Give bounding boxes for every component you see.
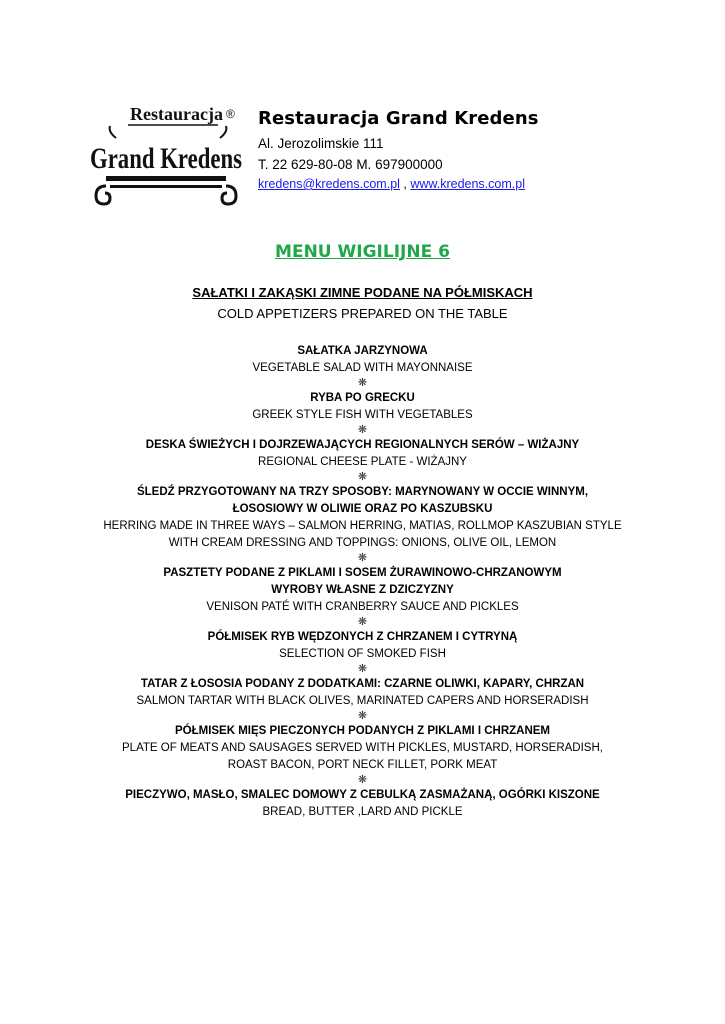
menu-item-name-en: PLATE OF MEATS AND SAUSAGES SERVED WITH PICKLES, MUSTARD, HORSERADISH, [122,742,603,754]
menu-item-name-en: HERRING MADE IN THREE WAYS – SALMON HERRING, MATIAS, ROLLMOP KASZUBIAN STYLE [103,520,622,532]
contact-block [258,108,539,191]
separator-icon: ❋ [357,377,368,389]
menu-item-name-pl: TATAR Z ŁOSOSIA PODANY Z DODATKAMI: CZARNE OLIWKI, KAPARY, CHRZAN [140,678,585,690]
separator-icon: ❋ [357,471,368,483]
section-title: SAŁATKI I ZAKĄSKI ZIMNE PODANE NA PÓŁMISKACH [192,285,533,300]
menu-item [0,437,725,471]
email-link[interactable]: kredens@kredens.com.pl [258,177,400,191]
menu-item [0,390,725,424]
menu-item-name-pl: SAŁATKA JARZYNOWA [297,345,428,357]
menu-item-name-en: GREEK STYLE FISH WITH VEGETABLES [252,409,473,421]
menu-items-list [0,343,725,821]
menu-item-name-en: REGIONAL CHEESE PLATE - WIŻAJNY [258,456,467,468]
separator-icon: ❋ [357,424,368,436]
menu-title: MENU WIGILIJNE 6 [275,242,450,262]
menu-item-name-en: SALMON TARTAR WITH BLACK OLIVES, MARINATED CAPERS AND HORSERADISH [136,695,589,707]
contact-links [258,177,539,191]
menu-item-name-pl: RYBA PO GRECKU [310,392,415,404]
menu-item-name-en: VEGETABLE SALAD WITH MAYONNAISE [252,362,473,374]
menu-item [0,676,725,710]
restaurant-address: Al. Jerozolimskie 111 [258,136,384,151]
separator-icon: ❋ [357,774,368,786]
menu-item-name-en: WITH CREAM DRESSING AND TOPPINGS: ONIONS, OLIVE OIL, LEMON [168,537,557,549]
menu-item-name-pl: DESKA ŚWIEŻYCH I DOJRZEWAJĄCYCH REGIONALNYCH SERÓW – WIŻAJNY [145,439,580,451]
section-subtitle: COLD APPETIZERS PREPARED ON THE TABLE [217,306,508,321]
website-link[interactable]: www.kredens.com.pl [410,177,525,191]
separator-icon: ❋ [357,552,368,564]
menu-item [0,484,725,552]
logo-reg-mark: ® [226,107,235,121]
restaurant-name: Restauracja Grand Kredens [258,108,539,129]
menu-item [0,629,725,663]
menu-item-name-en: ROAST BACON, PORT NECK FILLET, PORK MEAT [227,759,498,771]
menu-item-name-en: SELECTION OF SMOKED FISH [279,648,446,660]
menu-item-name-en: BREAD, BUTTER ,LARD AND PICKLE [262,806,463,818]
link-separator: , [399,177,411,191]
menu-item-name-pl: PÓŁMISEK MIĘS PIECZONYCH PODANYCH Z PIKLAMI I CHRZANEM [174,725,551,737]
menu-item-name-pl: PASZTETY PODANE Z PIKLAMI I SOSEM ŻURAWINOWO-CHRZANOWYM [163,567,562,579]
restaurant-header [88,100,688,210]
separator-icon: ❋ [357,710,368,722]
restaurant-phone: T. 22 629-80-08 M. 697900000 [258,157,443,172]
menu-item [0,723,725,774]
menu-item [0,343,725,377]
menu-item [0,565,725,616]
menu-item-name-pl: ŚLEDŹ PRZYGOTOWANY NA TRZY SPOSOBY: MARYNOWANY W OCCIE WINNYM, [136,486,589,498]
menu-item-name-pl: WYROBY WŁASNE Z DZICZYZNY [271,584,454,596]
menu-item-name-pl: ŁOSOSIOWY W OLIWIE ORAZ PO KASZUBSKU [232,503,493,515]
menu-item-name-pl: PÓŁMISEK RYB WĘDZONYCH Z CHRZANEM I CYTRYNĄ [207,631,518,643]
menu-item-name-en: VENISON PATÉ WITH CRANBERRY SAUCE AND PICKLES [206,601,519,613]
menu-item [0,787,725,821]
menu-item-name-pl: PIECZYWO, MASŁO, SMALEC DOMOWY Z CEBULKĄ ZASMAŻANĄ, OGÓRKI KISZONE [125,789,600,801]
separator-icon: ❋ [357,663,368,675]
logo-text-main: Grand Kredens [90,142,242,175]
logo-text-top: Restauracja [130,104,223,124]
separator-icon: ❋ [357,616,368,628]
restaurant-logo [88,100,244,208]
